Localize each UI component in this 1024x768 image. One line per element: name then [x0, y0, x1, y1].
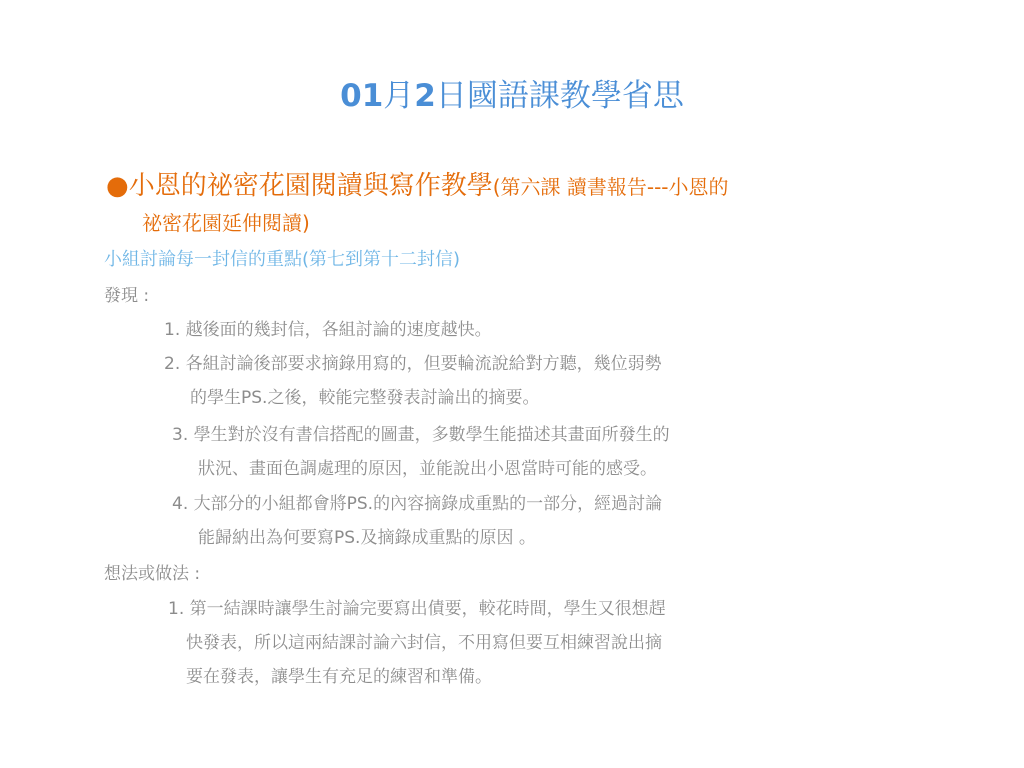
heading-main: 小恩的祕密花園閱讀與寫作教學 — [128, 171, 493, 201]
finding-item-text: 1. 越後面的幾封信，各組討論的速度越快。 — [164, 320, 492, 340]
thought-item-text-cont: 快發表，所以這兩結課討論六封信，不用寫但要互相練習說出摘 — [186, 633, 662, 653]
thought-item-text-cont: 要在發表，讓學生有充足的練習和準備。 — [186, 667, 492, 687]
thought-item-text: 1. 第一結課時讓學生討論完要寫出債要，較花時間，學生又很想趕 — [168, 599, 666, 619]
finding-item-text: 2. 各組討論後部要求摘錄用寫的，但要輪流說給對方聽，幾位弱勢 — [164, 354, 662, 374]
thoughts-label: 想法或做法 : — [104, 564, 201, 584]
heading-sub-line2: 祕密花園延伸閱讀) — [142, 211, 310, 235]
title-day: 2 — [414, 78, 436, 114]
title-date-prefix: 01 — [340, 78, 384, 114]
finding-item-text-cont: 的學生PS.之後，較能完整發表討論出的摘要。 — [190, 388, 540, 408]
finding-item-1 — [164, 313, 924, 347]
slide-title — [0, 74, 1024, 118]
finding-item-text-cont: 能歸納出為何要寫PS.及摘錄成重點的原因 。 — [198, 528, 536, 548]
thought-item-1 — [168, 592, 928, 694]
title-month: 月 — [383, 78, 415, 114]
finding-item-text-cont: 狀況、畫面色調處理的原因，並能說出小恩當時可能的感受。 — [198, 459, 657, 479]
finding-item-3 — [172, 418, 932, 486]
bullet-icon: ● — [106, 171, 129, 201]
sub-heading: 小組討論每一封信的重點(第七到第十二封信) — [104, 249, 461, 270]
finding-item-2 — [164, 347, 924, 415]
heading-sub: (第六課 讀書報告---小恩的 — [492, 175, 729, 199]
title-rest: 日國語課教學省思 — [435, 78, 684, 114]
finding-item-text: 4. 大部分的小組都會將PS.的內容摘錄成重點的一部分，經過討論 — [172, 494, 663, 514]
section-heading — [106, 168, 956, 239]
finding-item-text: 3. 學生對於沒有書信搭配的圖畫，多數學生能描述其畫面所發生的 — [172, 425, 670, 445]
findings-label: 發現 : — [104, 286, 150, 306]
finding-item-4 — [172, 487, 932, 555]
